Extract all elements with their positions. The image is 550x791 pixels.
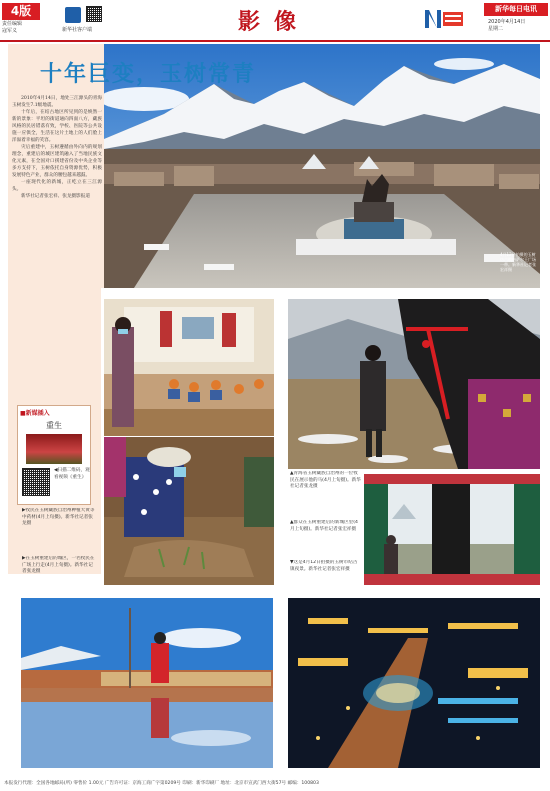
- horseman-caption: ▲青海省玉树藏族自治州的一位牧民在展示他的马(4月上旬摄)。新华社记者张龙摄: [290, 471, 361, 489]
- night-caption: ▼这是4月12日拍摄的玉树市结古镇夜景。新华社记者张宏祥摄: [290, 560, 358, 572]
- article-paragraph: 十年后，在结古地区所见到的是焕然一新的景象：平坦的街道通向四面八方，藏族风格的民居错落有致，学校、医院等公共设施一应俱全，生活在这片土地上的人们脸上洋溢着幸福的笑容。: [12, 110, 102, 143]
- page-number-badge: 4版: [2, 3, 40, 20]
- horseman-photo: [288, 299, 540, 469]
- xinhua-app-icon: [65, 7, 81, 23]
- masthead: [0, 0, 550, 40]
- article-credit: 新华社记者张宏祥、张龙摄影报道: [21, 194, 90, 199]
- qr-code-icon: [86, 6, 102, 22]
- date-line: 2020年4月14日: [488, 19, 526, 25]
- new-media-title: 重生: [46, 421, 62, 430]
- section-title: 影像: [238, 9, 311, 35]
- teahouse-caption: ▲群众在玉树重建后的新城区里(4月上旬摄)。新华社记者张宏祥摄: [290, 520, 358, 532]
- mirror-caption: ▶在玉树重建后的城区，一名牧民在广场上行走(4月上旬摄)。新华社记者张龙摄: [22, 556, 95, 574]
- new-media-heading: ■新媒插入: [20, 410, 50, 417]
- app-label: 新华社客户端: [62, 27, 93, 33]
- article-body: [12, 95, 102, 415]
- reflection-photo: [21, 598, 273, 768]
- brand-logo-icon: [425, 8, 465, 30]
- video-thumbnail[interactable]: [26, 434, 82, 464]
- issue-date: [488, 19, 525, 33]
- new-media-box: [17, 405, 91, 505]
- new-media-text: ◀扫描二维码，观看视频《重生》: [54, 468, 90, 480]
- hero-title: 十年巨变，玉树常青: [40, 61, 257, 87]
- footer-bar: 本报发行代理：全国各地邮局(所) 零售价 1.00元 广告许可证：京海工商广字第0209号 印刷：新华印刷厂 地址：北京市宣武门西大街57号 邮编：100803: [4, 781, 319, 786]
- article-paragraph: 2010年4月14日，地处三江源头的青海玉树发生7.1级地震。: [12, 96, 102, 108]
- article-paragraph: 一座现代化的新城，正屹立在三江源头。: [12, 180, 102, 192]
- weekday-line: 星期二: [488, 26, 504, 32]
- classroom-photo: [104, 299, 274, 436]
- editor-label: 责任编辑: [2, 21, 23, 27]
- window-photo: [364, 474, 540, 585]
- article-paragraph: 灾后重建中，玉树遵循由外向内的规划理念，重建后的城区建筑融入了当地民族文化元素，在全国对口援建省份及中央企业等多方支持下，玉树依托自身资源优势，积极发展特色产业，群众的腰包越来越鼓。: [12, 145, 102, 178]
- hero-caption: 4月12日拍摄的玉树结古镇格萨尔王广场一带。新华社记者张宏祥摄: [500, 252, 536, 272]
- editor-credit: [2, 21, 44, 35]
- qr-code-icon[interactable]: [22, 468, 50, 496]
- newspaper-name: 新华每日电讯: [484, 3, 548, 16]
- planting-caption: ▶牧民在玉树藏族自治州种植大黄等中药材(4月上旬摄)。新华社记者张龙摄: [22, 508, 95, 526]
- night-photo: [288, 598, 540, 768]
- header-rule: [0, 40, 550, 42]
- planting-photo: [104, 437, 274, 585]
- editor-name: 寇军义: [2, 28, 18, 34]
